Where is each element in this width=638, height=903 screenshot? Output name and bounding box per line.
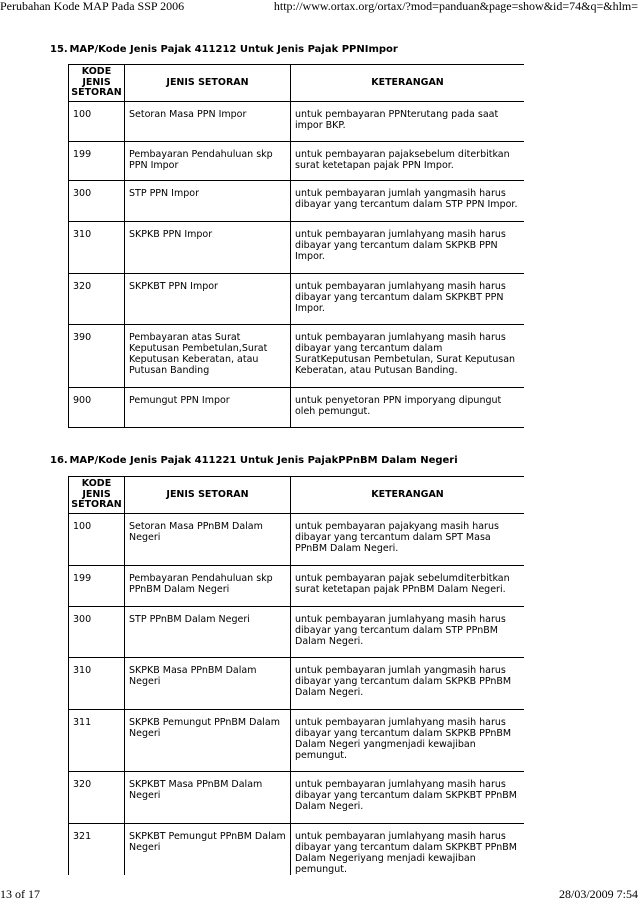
- cell-jenis: SKPKB PPN Impor: [125, 221, 291, 273]
- table-row: [69, 221, 525, 273]
- table-section-16: [68, 476, 524, 875]
- cell-jenis: SKPKBT Masa PPnBM Dalam Negeri: [125, 771, 291, 823]
- cell-jenis: SKPKBT Pemungut PPnBM Dalam Negeri: [125, 823, 291, 875]
- cell-keterangan: untuk pembayaran PPNterutang pada saat impor BKP.: [291, 101, 525, 141]
- cell-jenis: SKPKBT PPN Impor: [125, 273, 291, 324]
- page-footer: [0, 888, 638, 902]
- cell-kode: 100: [69, 101, 125, 141]
- kode-table: [68, 64, 524, 428]
- column-header-jenis: JENIS SETORAN: [125, 65, 291, 102]
- cell-jenis: Setoran Masa PPN Impor: [125, 101, 291, 141]
- column-header-keterangan: KETERANGAN: [291, 477, 525, 514]
- cell-jenis: Pembayaran Pendahuluan skp PPnBM Dalam Negeri: [125, 565, 291, 606]
- cell-keterangan: untuk pembayaran pajakyang masih harus dibayar yang tercantum dalam SPT Masa PPnBM Dalam Negeri.: [291, 513, 525, 565]
- table-row: [69, 823, 525, 875]
- table-row: [69, 324, 525, 387]
- cell-jenis: Pembayaran atas Surat Keputusan Pembetulan,Surat Keputusan Keberatan, atau Putusan Banding: [125, 324, 291, 387]
- table-row: [69, 387, 525, 427]
- table-section-15: [68, 64, 524, 428]
- table-row: [69, 771, 525, 823]
- cell-keterangan: untuk pembayaran jumlahyang masih harus dibayar yang tercantum dalam SKPKBT PPnBM Dalam Negeriyang menjadi kewajiban pemungut.: [291, 823, 525, 875]
- cell-jenis: SKPKB Masa PPnBM Dalam Negeri: [125, 657, 291, 709]
- section-15-title: [50, 44, 398, 55]
- page-counter: 13 of 17: [0, 887, 40, 901]
- column-header-kode: KODE JENIS SETORAN: [69, 477, 125, 514]
- cell-keterangan: untuk pembayaran pajak sebelumditerbitkan surat ketetapan pajak PPnBM Dalam Negeri.: [291, 565, 525, 606]
- section-number: 15.: [50, 44, 68, 55]
- cell-keterangan: untuk pembayaran jumlahyang masih harus dibayar yang tercantum dalam SKPKBT PPN Impor.: [291, 273, 525, 324]
- table-row: [69, 606, 525, 657]
- cell-kode: 310: [69, 657, 125, 709]
- cell-keterangan: untuk pembayaran jumlah yangmasih harus dibayar yang tercantum dalam SKPKB PPnBM Dalam Negeri.: [291, 657, 525, 709]
- cell-keterangan: untuk pembayaran jumlahyang masih harus dibayar yang tercantum dalam SuratKeputusan Pembetulan, Surat Keputusan Keberatan, atau Putusan Banding.: [291, 324, 525, 387]
- table-row: [69, 513, 525, 565]
- cell-kode: 199: [69, 565, 125, 606]
- header-url: http://www.ortax.org/ortax/?mod=panduan&page=show&id=74&q=&hlm=: [273, 0, 638, 13]
- table-row: [69, 141, 525, 180]
- cell-jenis: SKPKB Pemungut PPnBM Dalam Negeri: [125, 709, 291, 771]
- table-header-row: [69, 65, 525, 102]
- section-heading: MAP/Kode Jenis Pajak 411221 Untuk Jenis PajakPPnBM Dalam Negeri: [69, 455, 458, 466]
- cell-jenis: Pemungut PPN Impor: [125, 387, 291, 427]
- header-title: Perubahan Kode MAP Pada SSP 2006: [0, 0, 185, 13]
- cell-kode: 199: [69, 141, 125, 180]
- table-row: [69, 180, 525, 221]
- table-row: [69, 657, 525, 709]
- cell-keterangan: untuk pembayaran jumlahyang masih harus dibayar yang tercantum dalam SKPKB PPN Impor.: [291, 221, 525, 273]
- kode-table: [68, 476, 524, 875]
- cell-jenis: Setoran Masa PPnBM Dalam Negeri: [125, 513, 291, 565]
- cell-keterangan: untuk pembayaran jumlah yangmasih harus dibayar yang tercantum dalam STP PPN Impor.: [291, 180, 525, 221]
- table-header-row: [69, 477, 525, 514]
- cell-keterangan: untuk pembayaran jumlahyang masih harus dibayar yang tercantum dalam SKPKBT PPnBM Dalam Negeri.: [291, 771, 525, 823]
- section-heading: MAP/Kode Jenis Pajak 411212 Untuk Jenis Pajak PPNImpor: [69, 44, 398, 55]
- cell-kode: 321: [69, 823, 125, 875]
- page-header: [0, 0, 638, 14]
- cell-kode: 320: [69, 273, 125, 324]
- cell-kode: 390: [69, 324, 125, 387]
- column-header-kode: KODE JENIS SETORAN: [69, 65, 125, 102]
- cell-kode: 300: [69, 606, 125, 657]
- cell-kode: 310: [69, 221, 125, 273]
- cell-kode: 311: [69, 709, 125, 771]
- section-16-title: [50, 455, 458, 466]
- cell-keterangan: untuk pembayaran jumlahyang masih harus dibayar yang tercantum dalam STP PPnBM Dalam Negeri.: [291, 606, 525, 657]
- cell-kode: 320: [69, 771, 125, 823]
- cell-keterangan: untuk pembayaran pajaksebelum diterbitkan surat ketetapan pajak PPN Impor.: [291, 141, 525, 180]
- column-header-keterangan: KETERANGAN: [291, 65, 525, 102]
- cell-jenis: STP PPnBM Dalam Negeri: [125, 606, 291, 657]
- cell-kode: 100: [69, 513, 125, 565]
- table-row: [69, 565, 525, 606]
- cell-kode: 900: [69, 387, 125, 427]
- section-number: 16.: [50, 455, 68, 466]
- table-row: [69, 709, 525, 771]
- column-header-jenis: JENIS SETORAN: [125, 477, 291, 514]
- table-row: [69, 101, 525, 141]
- cell-keterangan: untuk pembayaran jumlahyang masih harus dibayar yang tercantum dalam SKPKB PPnBM Dalam Negeri yangmenjadi kewajiban pemungut.: [291, 709, 525, 771]
- cell-kode: 300: [69, 180, 125, 221]
- cell-keterangan: untuk penyetoran PPN imporyang dipungut oleh pemungut.: [291, 387, 525, 427]
- table-row: [69, 273, 525, 324]
- cell-jenis: Pembayaran Pendahuluan skp PPN Impor: [125, 141, 291, 180]
- cell-jenis: STP PPN Impor: [125, 180, 291, 221]
- print-timestamp: 28/03/2009 7:54: [558, 887, 638, 901]
